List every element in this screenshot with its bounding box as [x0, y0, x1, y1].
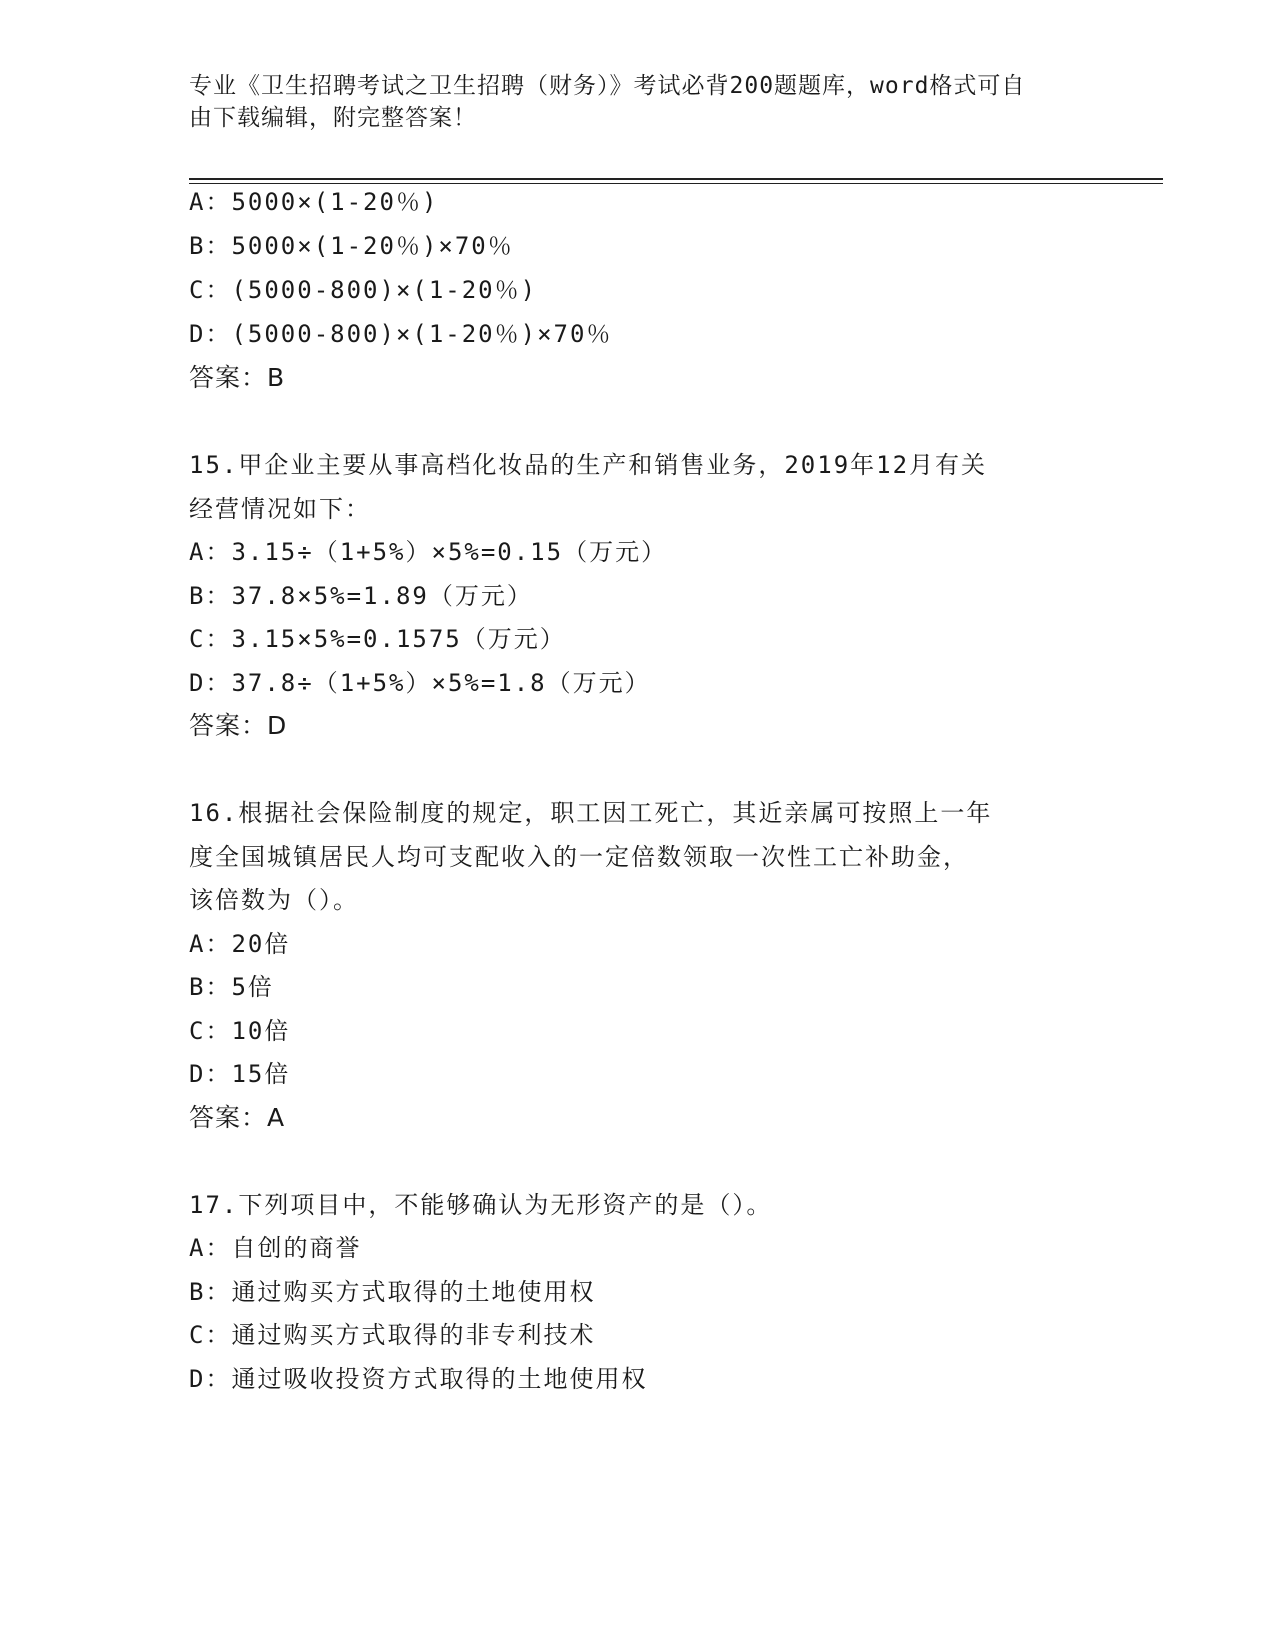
q15-option-b: B：37.8×5%=1.89（万元） — [189, 582, 533, 610]
q14-option-a: A：5000×(1-20％) — [189, 188, 439, 216]
q14-option-b: B：5000×(1-20％)×70％ — [189, 232, 514, 260]
q17-option-d: D：通过吸收投资方式取得的土地使用权 — [189, 1365, 648, 1393]
q15-stem-line1: 15.甲企业主要从事高档化妆品的生产和销售业务，2019年12月有关 — [189, 451, 988, 479]
q15-option-c: C：3.15×5%=0.1575（万元） — [189, 625, 566, 653]
q16-answer: 答案：A — [189, 1103, 286, 1132]
document-header: 专业《卫生招聘考试之卫生招聘（财务）》考试必背200题题库，word格式可自 由下载编辑，附完整答案！ — [189, 73, 1026, 131]
q16-option-d: D：15倍 — [189, 1060, 291, 1088]
q17-option-b: B：通过购买方式取得的土地使用权 — [189, 1278, 596, 1306]
q16-stem-line3: 该倍数为（）。 — [189, 886, 359, 914]
q14-option-d: D：(5000-800)×(1-20％)×70％ — [189, 320, 613, 348]
q14-answer: 答案：B — [189, 363, 286, 392]
q15-option-d: D：37.8÷（1+5%）×5%=1.8（万元） — [189, 669, 651, 697]
q16-option-b: B：5倍 — [189, 973, 274, 1001]
q15-stem-line2: 经营情况如下： — [189, 495, 371, 523]
q17-option-a: A：自创的商誉 — [189, 1234, 362, 1262]
q16-option-a: A：20倍 — [189, 930, 291, 958]
q17-stem-line1: 17.下列项目中，不能够确认为无形资产的是（）。 — [189, 1191, 773, 1219]
q16-stem-line1: 16.根据社会保险制度的规定，职工因工死亡，其近亲属可按照上一年 — [189, 799, 993, 827]
q16-stem-line2: 度全国城镇居民人均可支配收入的一定倍数领取一次性工亡补助金， — [189, 843, 969, 871]
q15-answer: 答案：D — [189, 711, 288, 740]
q16-option-c: C：10倍 — [189, 1017, 291, 1045]
q14-option-c: C：(5000-800)×(1-20％) — [189, 276, 538, 304]
q15-option-a: A：3.15÷（1+5%）×5%=0.15（万元） — [189, 538, 668, 566]
header-divider-thick — [189, 178, 1163, 180]
q17-option-c: C：通过购买方式取得的非专利技术 — [189, 1321, 596, 1349]
header-divider-thin — [189, 183, 1163, 184]
